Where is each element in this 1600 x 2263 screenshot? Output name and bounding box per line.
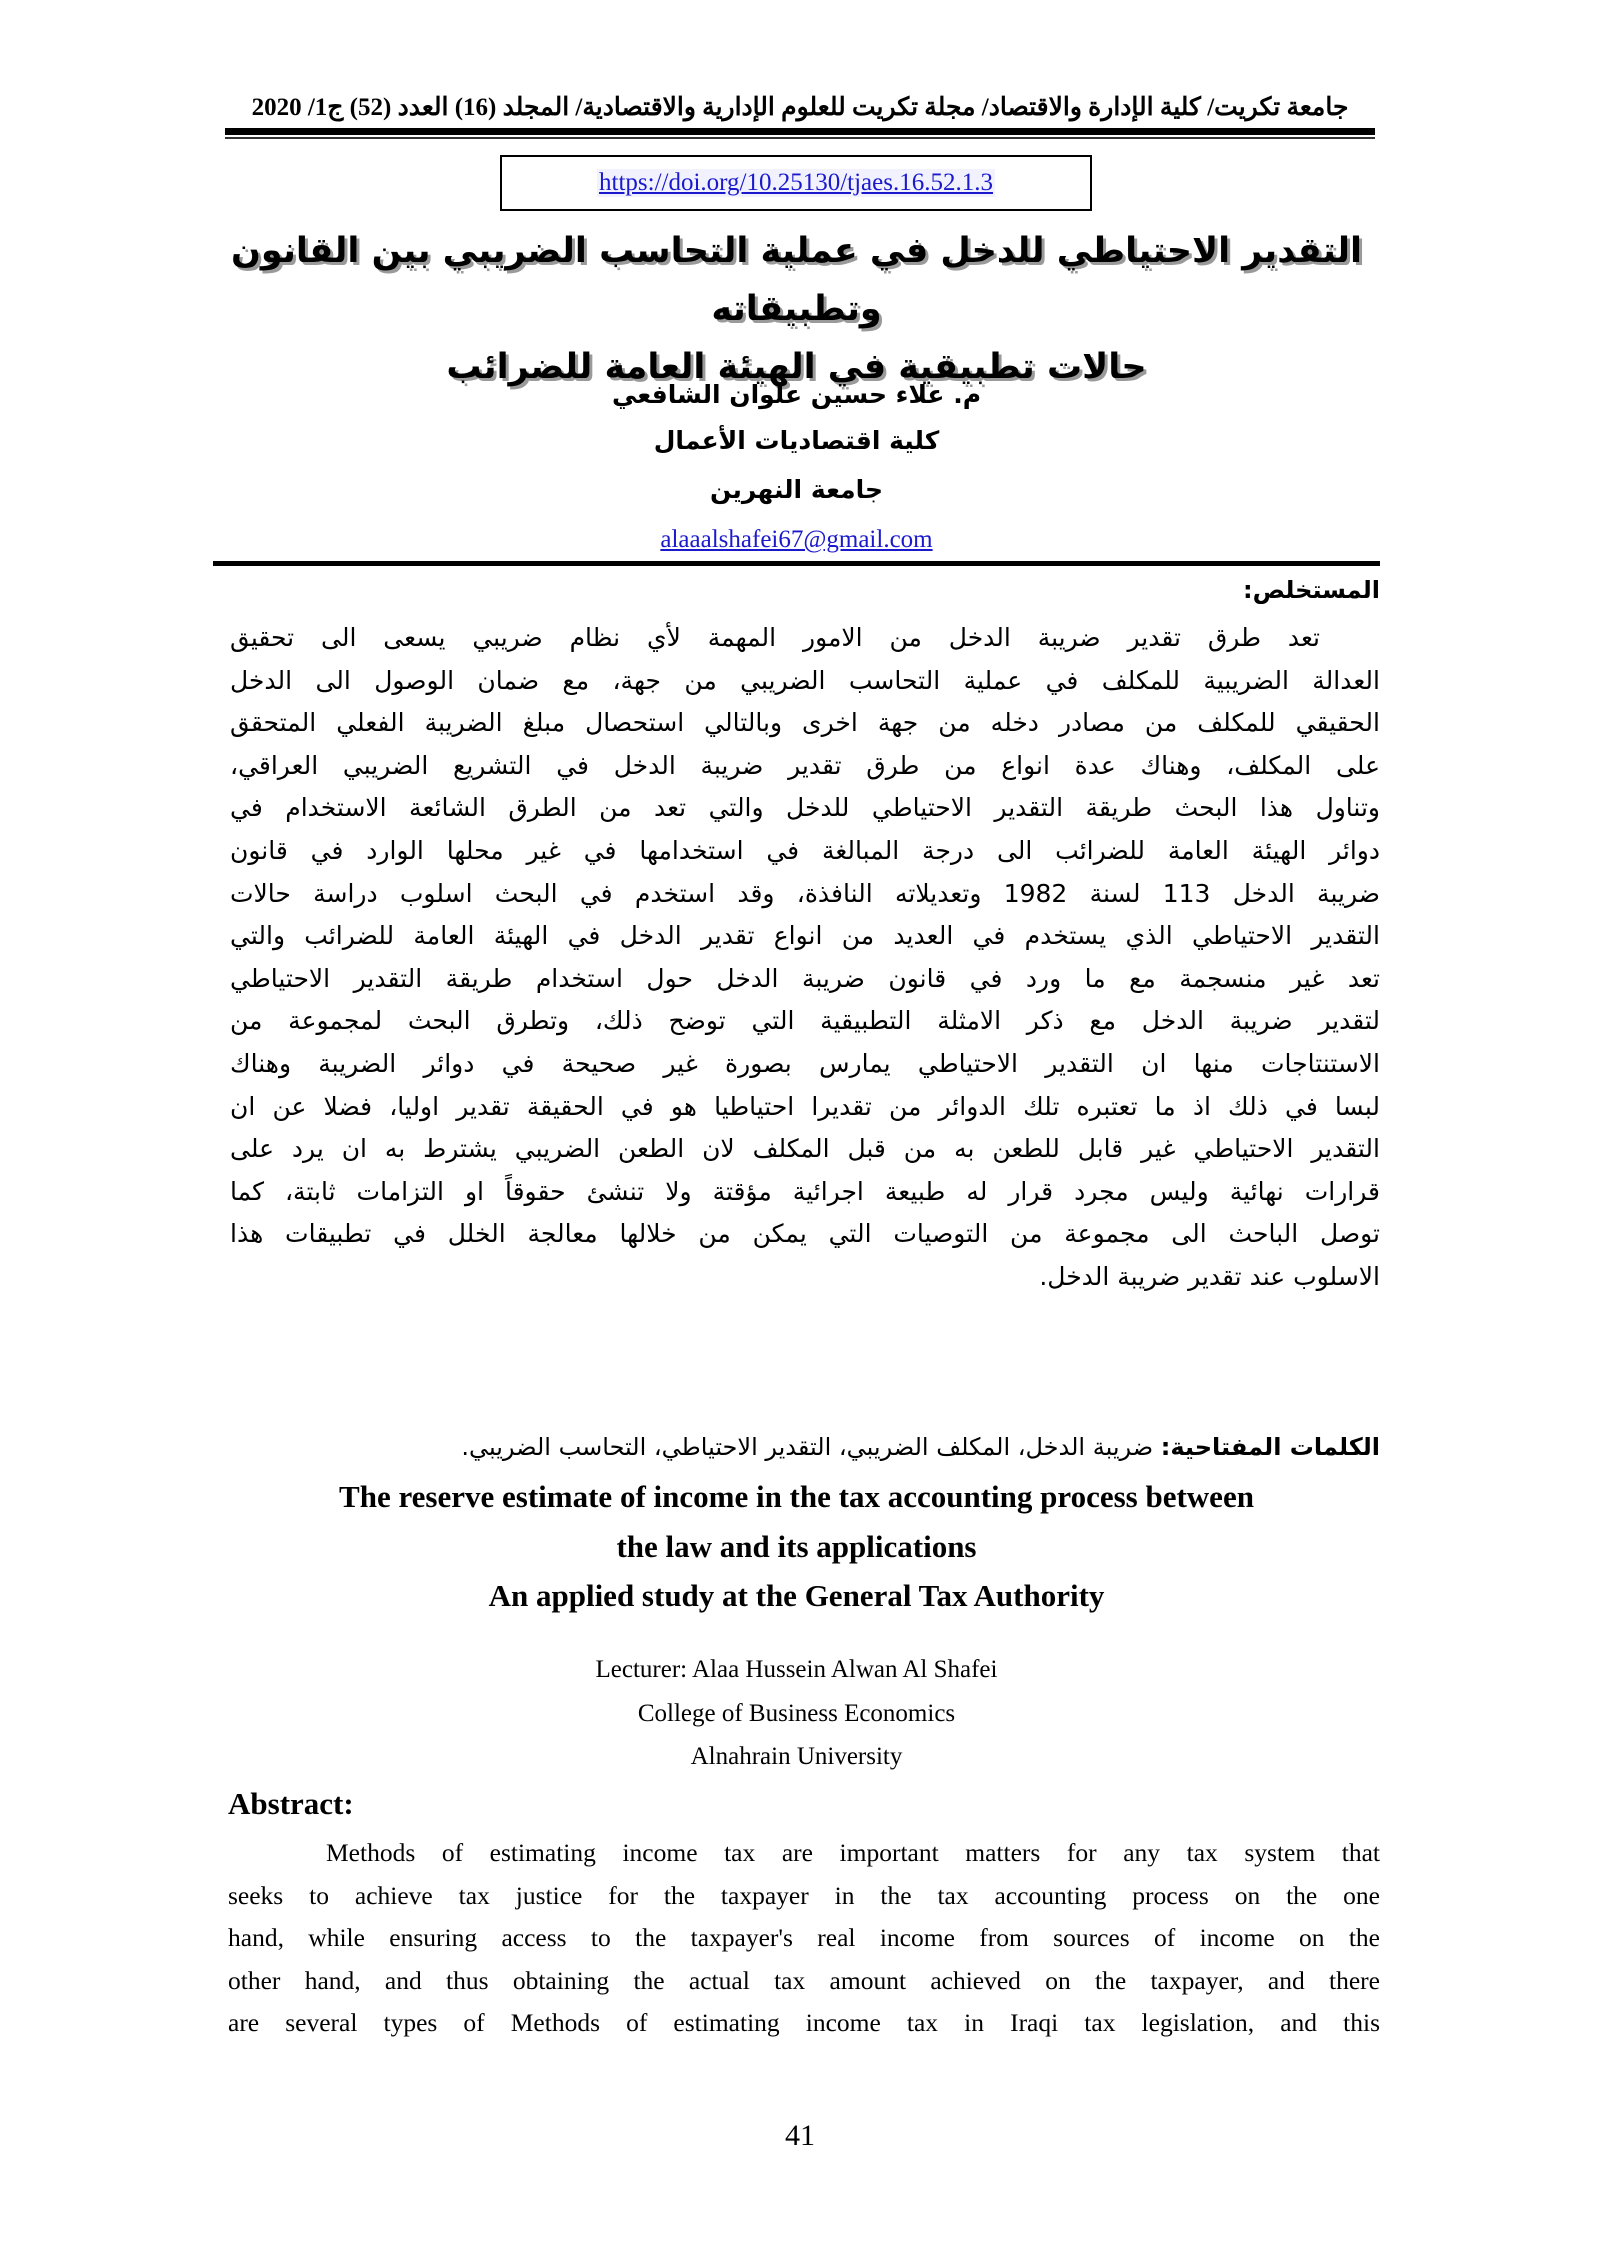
english-author-block [213,1648,1380,1779]
doi-box [500,155,1092,211]
arabic-abstract-line: لبسا في ذلك اذ ما تعتبره تلك الدوائر من تقديرا احتياطيا هو في الحقيقة تقدير اوليا، فضلا عن ان [230,1091,1380,1121]
section-rule [213,561,1380,566]
arabic-abstract-line: الحقيقي للمكلف من مصادر دخله من جهة اخرى وبالتالي استحصال مبلغ الضريبة الفعلي المتحقق [230,708,1380,738]
english-title [213,1472,1380,1621]
arabic-abstract-line: توصل الباحث الى مجموعة من التوصيات التي يمكن من خلالها معالجة الخلل في تطبيقات هذا [230,1219,1380,1249]
arabic-abstract-heading: المستخلص: [1243,576,1380,604]
english-author-university: Alnahrain University [690,1743,903,1770]
english-abstract-line: other hand, and thus obtaining the actual tax amount achieved on the taxpayer, and there [228,1965,1380,1995]
arabic-keywords [213,1427,1380,1467]
arabic-abstract-line: العدالة الضريبية للمكلف في عملية التحاسب الضريبي من جهة، مع ضمان الوصول الى الدخل [230,665,1380,695]
running-header: جامعة تكريت/ كلية الإدارة والاقتصاد/ مجلة تكريت للعلوم الإدارية والاقتصادية/ المجلد (16) العدد (52) ج1/ 2020 [251,94,1349,121]
english-abstract-line: seeks to achieve tax justice for the taxpayer in the tax accounting process on the one [228,1880,1380,1910]
arabic-title-line-1: التقدير الاحتياطي للدخل في عملية التحاسب الضريبي بين القانون وتطبيقاته [230,231,1363,329]
arabic-abstract-line: ضريبة الدخل 113 لسنة 1982 وتعديلاته النافذة، وقد استخدم في البحث اسلوب دراسة حالات [230,878,1380,908]
doi-link[interactable]: https://doi.org/10.25130/tjaes.16.52.1.3 [599,169,993,196]
english-abstract-line: hand, while ensuring access to the taxpayer's real income from sources of income on the [228,1923,1380,1953]
arabic-title [213,222,1380,396]
english-abstract-body [228,1832,1380,2045]
english-title-line-1: The reserve estimate of income in the tax accounting process between [339,1479,1254,1514]
arabic-keywords-label: الكلمات المفتاحية: [1160,1433,1380,1461]
page-number: 41 [785,2119,815,2152]
arabic-abstract-line: وتناول هذا البحث طريقة التقدير الاحتياطي للدخل والتي تعد من الطرق الشائعة الاستخدام في [230,793,1380,823]
author-email [213,522,1380,558]
arabic-author-college: كلية اقتصاديات الأعمال [653,426,940,455]
arabic-abstract-line: دوائر الهيئة العامة للضرائب الى درجة المبالغة في استخدامها في غير محلها الوارد في قانون [230,835,1380,865]
english-abstract-line: Methods of estimating income tax are important matters for any tax system that [326,1838,1380,1867]
english-author-college: College of Business Economics [637,1699,956,1727]
english-title-line-3: An applied study at the General Tax Authority [488,1578,1105,1613]
author-email-link[interactable]: alaaalshafei67@gmail.com [660,526,933,553]
english-abstract-heading: Abstract: [228,1786,354,1821]
arabic-abstract-line: الاستنتاجات منها ان التقدير الاحتياطي يمارس بصورة غير صحيحة في دوائر الضريبة وهناك [230,1048,1380,1078]
arabic-author-name: م. علاء حسين علوان الشافعي [611,380,982,409]
english-author-name: Lecturer: Alaa Hussein Alwan Al Shafei [595,1656,998,1683]
arabic-abstract-line: التقدير الاحتياطي غير قابل للطعن به من قبل المكلف لان الطعن الضريبي يشترط به ان يرد على [230,1134,1380,1164]
arabic-keywords-list: ضريبة الدخل، المكلف الضريبي، التقدير الاحتياطي، التحاسب الضريبي. [461,1433,1161,1461]
arabic-abstract-line: الاسلوب عند تقدير ضريبة الدخل. [1039,1261,1380,1291]
header-rule-thin [225,137,1375,139]
arabic-author-university: جامعة النهرين [710,475,883,504]
arabic-abstract-line: تعد غير منسجمة مع ما ورد في قانون ضريبة الدخل حول استخدام طريقة التقدير الاحتياطي [230,963,1380,993]
arabic-abstract-body [230,617,1380,1299]
english-title-line-2: the law and its applications [616,1528,977,1564]
arabic-abstract-line: قرارات نهائية وليس مجرد قرار له طبيعة اجرائية مؤقتة ولا تنشئ حقوقاً او التزامات ثابتة، كما [230,1176,1380,1206]
arabic-abstract-line: لتقدير ضريبة الدخل مع ذكر الامثلة التطبيقية التي توضح ذلك، وتطرق البحث لمجموعة من [230,1006,1380,1036]
arabic-abstract-line: تعد طرق تقدير ضريبة الدخل من الامور المهمة لأي نظام ضريبي يسعى الى تحقيق [230,623,1320,652]
header-rule-thick [225,128,1375,135]
arabic-abstract-line: التقدير الاحتياطي الذي يستخدم في العديد من انواع تقدير الدخل في الهيئة العامة للضرائب والتي [230,921,1380,951]
english-abstract-line: are several types of Methods of estimating income tax in Iraqi tax legislation, and this [228,2008,1380,2038]
arabic-title-line-2: حالات تطبيقية في الهيئة العامة للضرائب [446,347,1147,387]
arabic-abstract-line: على المكلف، وهناك عدة انواع من طرق تقدير ضريبة الدخل في التشريع الضريبي العراقي، [230,750,1380,780]
